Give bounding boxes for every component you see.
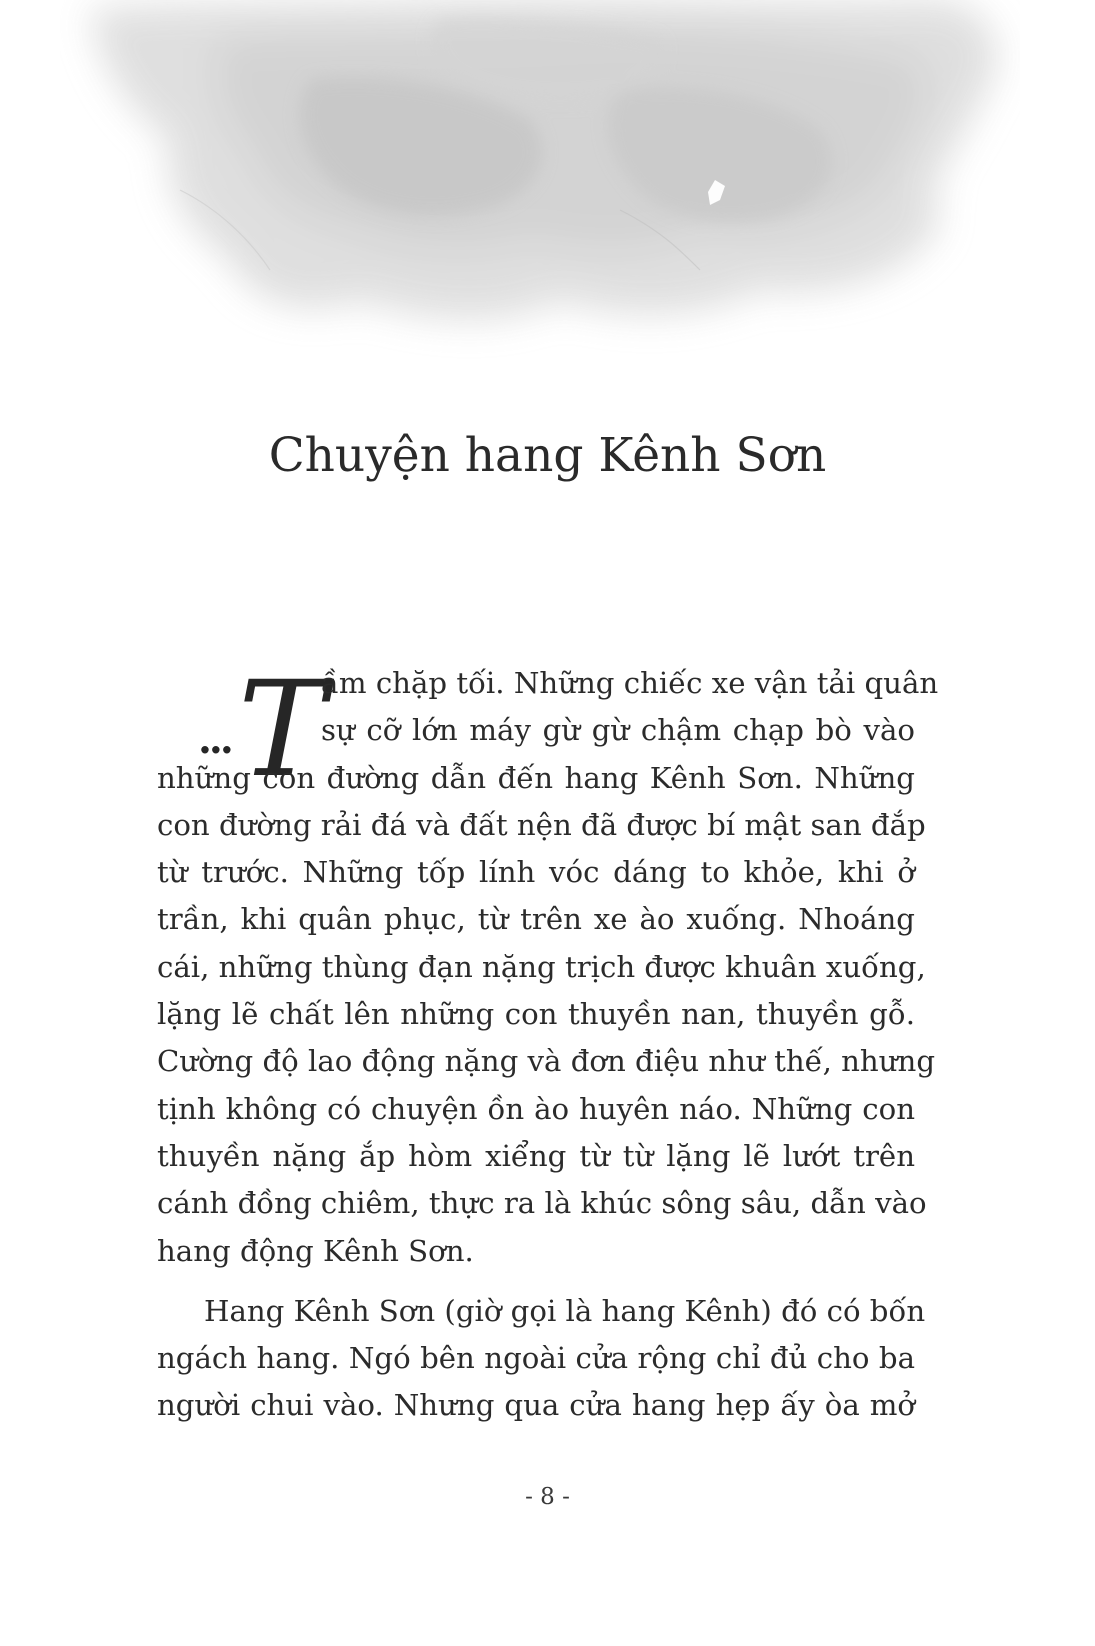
drop-cap-ellipsis: ... (198, 716, 231, 763)
text-line: Cường độ lao động nặng và đơn điệu như thế, nhưng (157, 1044, 936, 1079)
text-line: trần, khi quân phục, từ trên xe ào xuống. Nhoáng (157, 902, 915, 937)
text-line: tịnh không có chuyện ồn ào huyên náo. Những con (157, 1091, 915, 1126)
chapter-title: Chuyện hang Kênh Sơn (268, 428, 827, 483)
text-line: Hang Kênh Sơn (giờ gọi là hang Kênh) đó có bốn (204, 1293, 926, 1328)
page-number: - 8 - (525, 1484, 570, 1510)
text-line: từ trước. Những tốp lính vóc dáng to khỏe, khi ở (157, 855, 915, 890)
text-line: người chui vào. Nhưng qua cửa hang hẹp ấy òa mở (157, 1388, 915, 1423)
text-line: ầm chặp tối. Những chiếc xe vận tải quân (321, 666, 939, 700)
text-line: ngách hang. Ngó bên ngoài cửa rộng chỉ đủ cho ba (157, 1341, 915, 1376)
text-line: thuyền nặng ắp hòm xiểng từ từ lặng lẽ lướt trên (157, 1138, 915, 1173)
text-line: cái, những thùng đạn nặng trịch được khuân xuống, (157, 949, 926, 984)
paragraph-spacer (157, 1275, 915, 1288)
body-text (157, 653, 939, 1430)
ink-wash-illustration (60, 0, 1020, 400)
drop-cap-letter: T (238, 653, 327, 807)
text-line: sự cỡ lớn máy gừ gừ chậm chạp bò vào (321, 713, 915, 748)
paragraph (157, 653, 939, 1275)
text-line: cánh đồng chiêm, thực ra là khúc sông sâu, dẫn vào (157, 1186, 927, 1221)
text-line: con đường rải đá và đất nện đã được bí mật san đắp (157, 807, 926, 842)
text-line: lặng lẽ chất lên những con thuyền nan, thuyền gỗ. (157, 997, 915, 1032)
text-line: những con đường dẫn đến hang Kênh Sơn. Những (157, 760, 915, 795)
text-line: hang động Kênh Sơn. (157, 1233, 474, 1268)
paragraph (157, 1288, 926, 1430)
